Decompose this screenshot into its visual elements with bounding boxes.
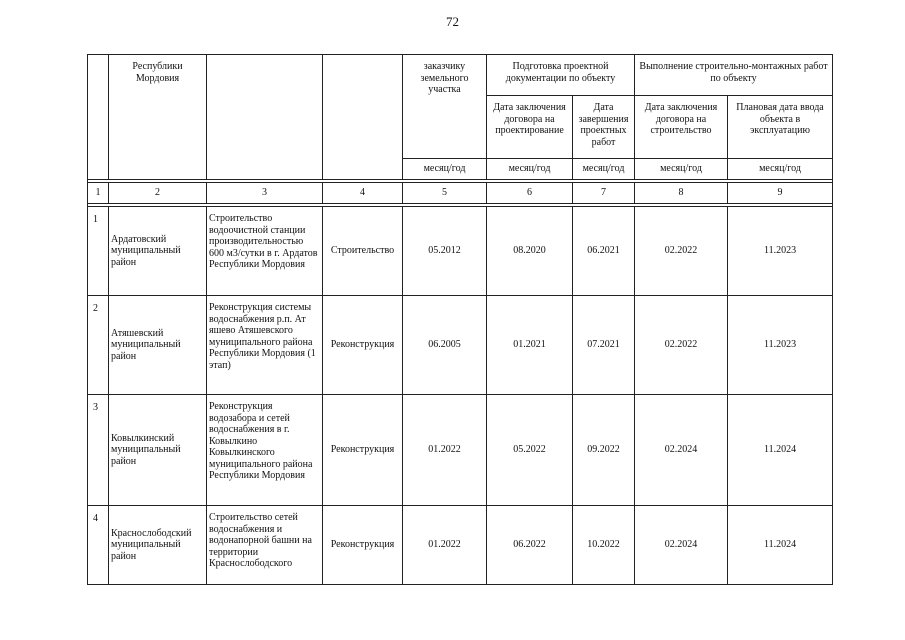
investment-objects-table: [87, 54, 833, 585]
header-cell-col5: заказчику земельного участка: [403, 55, 487, 159]
header-cell-col2: Республики Мордовия: [109, 55, 207, 180]
district-cell: Краснослободский муниципальный район: [109, 506, 207, 585]
date-cell: 05.2022: [487, 395, 573, 506]
date-cell: 11.2023: [728, 207, 833, 296]
work-type-cell: Строительство: [323, 207, 403, 296]
date-cell: 08.2020: [487, 207, 573, 296]
date-cell: 07.2021: [573, 296, 635, 395]
unit-cell-col7: месяц/год: [573, 159, 635, 180]
district-cell: Ковылкинский муниципальный район: [109, 395, 207, 506]
column-number: 2: [109, 183, 207, 204]
header-cell-col1: [88, 55, 109, 180]
date-cell: 11.2024: [728, 506, 833, 585]
header-group-construction: Выполнение строительно-монтажных работ по объекту: [635, 55, 833, 96]
unit-cell-col6: месяц/год: [487, 159, 573, 180]
object-cell: Строительство водоочистной станции производительностью 600 м3/сутки в г. Ардатов Республики Мордовия: [207, 207, 323, 296]
date-cell: 06.2021: [573, 207, 635, 296]
date-cell: 06.2005: [403, 296, 487, 395]
header-group-design: Подготовка проектной документации по объекту: [487, 55, 635, 96]
header-cell-col3: [207, 55, 323, 180]
date-cell: 01.2021: [487, 296, 573, 395]
header-cell-col7: Дата завершения проектных работ: [573, 96, 635, 159]
column-number: 5: [403, 183, 487, 204]
column-number: 4: [323, 183, 403, 204]
header-cell-col9: Плановая дата ввода объекта в эксплуатацию: [728, 96, 833, 159]
row-number: 3: [88, 395, 109, 506]
date-cell: 02.2022: [635, 296, 728, 395]
district-cell: Ардатовский муниципальный район: [109, 207, 207, 296]
date-cell: 01.2022: [403, 506, 487, 585]
date-cell: 02.2024: [635, 506, 728, 585]
work-type-cell: Реконструкция: [323, 395, 403, 506]
date-cell: 05.2012: [403, 207, 487, 296]
date-cell: 10.2022: [573, 506, 635, 585]
column-number: 8: [635, 183, 728, 204]
date-cell: 11.2023: [728, 296, 833, 395]
header-row-top: [88, 55, 833, 96]
table-row: [88, 296, 833, 395]
object-cell: Реконструкция водозабора и сетей водоснабжения в г. Ковылкино Ковылкинского муниципального района Республики Мордовия: [207, 395, 323, 506]
date-cell: 02.2024: [635, 395, 728, 506]
row-number: 4: [88, 506, 109, 585]
object-cell: Реконструкция системы водоснабжения р.п. Ат яшево Атяшевского муниципального района Республики Мордовия (1 этап): [207, 296, 323, 395]
row-number: 1: [88, 207, 109, 296]
column-number: 3: [207, 183, 323, 204]
unit-cell-col5: месяц/год: [403, 159, 487, 180]
row-number: 2: [88, 296, 109, 395]
column-number: 9: [728, 183, 833, 204]
work-type-cell: Реконструкция: [323, 296, 403, 395]
object-cell: Строительство сетей водоснабжения и водонапорной башни на территории Краснослободского: [207, 506, 323, 585]
date-cell: 02.2022: [635, 207, 728, 296]
page-number: 72: [446, 14, 459, 29]
column-number: 6: [487, 183, 573, 204]
column-number: 7: [573, 183, 635, 204]
date-cell: 01.2022: [403, 395, 487, 506]
table-row: [88, 395, 833, 506]
unit-cell-col9: месяц/год: [728, 159, 833, 180]
table-row: [88, 207, 833, 296]
date-cell: 09.2022: [573, 395, 635, 506]
column-number-row: [88, 183, 833, 204]
table-row: [88, 506, 833, 585]
date-cell: 06.2022: [487, 506, 573, 585]
header-cell-col8: Дата заключения договора на строительство: [635, 96, 728, 159]
work-type-cell: Реконструкция: [323, 506, 403, 585]
unit-cell-col8: месяц/год: [635, 159, 728, 180]
column-number: 1: [88, 183, 109, 204]
district-cell: Атяшевский муниципальный район: [109, 296, 207, 395]
header-cell-col6: Дата заключения договора на проектирование: [487, 96, 573, 159]
date-cell: 11.2024: [728, 395, 833, 506]
header-cell-col4: [323, 55, 403, 180]
